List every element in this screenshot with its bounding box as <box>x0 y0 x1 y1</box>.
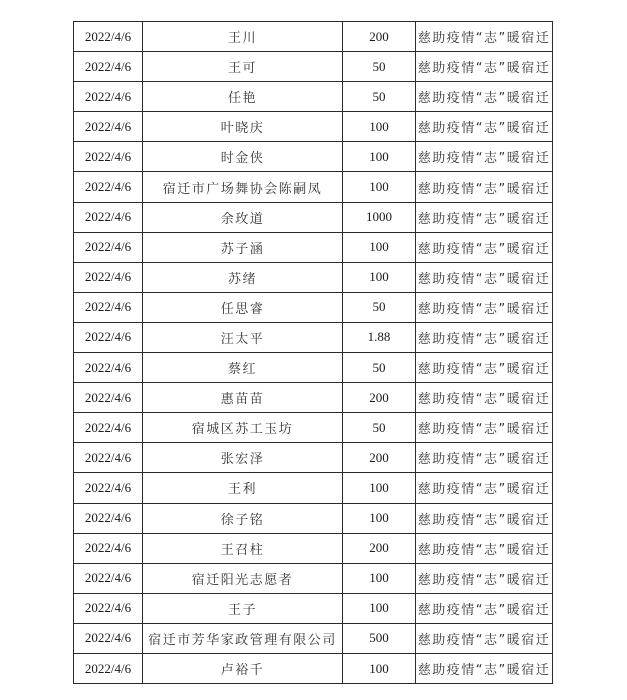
donor-name-cell: 宿迁阳光志愿者 <box>143 563 343 593</box>
donation-amount-cell: 50 <box>343 292 416 322</box>
table-row <box>74 653 553 683</box>
donation-date-cell: 2022/4/6 <box>74 383 143 413</box>
donation-purpose-cell: 慈助疫情“志”暖宿迁 <box>416 383 553 413</box>
donation-purpose-cell: 慈助疫情“志”暖宿迁 <box>416 22 553 52</box>
donor-name-cell: 宿迁市芳华家政管理有限公司 <box>143 623 343 653</box>
donation-purpose-cell: 慈助疫情“志”暖宿迁 <box>416 232 553 262</box>
donation-amount-cell: 100 <box>343 503 416 533</box>
donation-amount-cell: 50 <box>343 353 416 383</box>
donation-amount-cell: 1000 <box>343 202 416 232</box>
donation-purpose-cell: 慈助疫情“志”暖宿迁 <box>416 473 553 503</box>
donation-amount-cell: 100 <box>343 232 416 262</box>
table-row <box>74 112 553 142</box>
donor-name-cell: 苏绪 <box>143 262 343 292</box>
table-row <box>74 22 553 52</box>
donation-date-cell: 2022/4/6 <box>74 292 143 322</box>
donation-date-cell: 2022/4/6 <box>74 503 143 533</box>
table-row <box>74 82 553 112</box>
donation-purpose-cell: 慈助疫情“志”暖宿迁 <box>416 593 553 623</box>
donation-date-cell: 2022/4/6 <box>74 413 143 443</box>
donation-date-cell: 2022/4/6 <box>74 593 143 623</box>
donation-purpose-cell: 慈助疫情“志”暖宿迁 <box>416 292 553 322</box>
table-row <box>74 563 553 593</box>
donor-name-cell: 时金侠 <box>143 142 343 172</box>
donor-name-cell: 王召柱 <box>143 533 343 563</box>
donation-purpose-cell: 慈助疫情“志”暖宿迁 <box>416 443 553 473</box>
donation-amount-cell: 100 <box>343 473 416 503</box>
donation-purpose-cell: 慈助疫情“志”暖宿迁 <box>416 142 553 172</box>
donor-name-cell: 汪太平 <box>143 322 343 352</box>
table-row <box>74 322 553 352</box>
donation-date-cell: 2022/4/6 <box>74 533 143 563</box>
table-row <box>74 353 553 383</box>
donor-name-cell: 叶晓庆 <box>143 112 343 142</box>
donor-name-cell: 王可 <box>143 52 343 82</box>
donation-amount-cell: 100 <box>343 172 416 202</box>
donation-date-cell: 2022/4/6 <box>74 443 143 473</box>
donation-amount-cell: 200 <box>343 383 416 413</box>
table-row <box>74 413 553 443</box>
donation-amount-cell: 100 <box>343 593 416 623</box>
table-row <box>74 142 553 172</box>
table-row <box>74 503 553 533</box>
donation-purpose-cell: 慈助疫情“志”暖宿迁 <box>416 262 553 292</box>
donation-amount-cell: 50 <box>343 82 416 112</box>
donor-name-cell: 任艳 <box>143 82 343 112</box>
table-row <box>74 202 553 232</box>
donation-amount-cell: 200 <box>343 22 416 52</box>
donor-name-cell: 苏子涵 <box>143 232 343 262</box>
donation-date-cell: 2022/4/6 <box>74 172 143 202</box>
donation-purpose-cell: 慈助疫情“志”暖宿迁 <box>416 322 553 352</box>
donation-purpose-cell: 慈助疫情“志”暖宿迁 <box>416 653 553 683</box>
table-row <box>74 443 553 473</box>
donation-amount-cell: 200 <box>343 533 416 563</box>
donation-amount-cell: 500 <box>343 623 416 653</box>
donation-purpose-cell: 慈助疫情“志”暖宿迁 <box>416 563 553 593</box>
donation-table <box>73 21 553 684</box>
donation-date-cell: 2022/4/6 <box>74 82 143 112</box>
donation-date-cell: 2022/4/6 <box>74 623 143 653</box>
donation-date-cell: 2022/4/6 <box>74 142 143 172</box>
table-row <box>74 292 553 322</box>
donation-date-cell: 2022/4/6 <box>74 52 143 82</box>
donor-name-cell: 余玫道 <box>143 202 343 232</box>
donation-amount-cell: 100 <box>343 142 416 172</box>
donation-purpose-cell: 慈助疫情“志”暖宿迁 <box>416 52 553 82</box>
donation-amount-cell: 100 <box>343 563 416 593</box>
donor-name-cell: 卢裕千 <box>143 653 343 683</box>
donation-date-cell: 2022/4/6 <box>74 202 143 232</box>
donation-purpose-cell: 慈助疫情“志”暖宿迁 <box>416 623 553 653</box>
donation-purpose-cell: 慈助疫情“志”暖宿迁 <box>416 172 553 202</box>
donation-purpose-cell: 慈助疫情“志”暖宿迁 <box>416 533 553 563</box>
table-row <box>74 533 553 563</box>
donation-amount-cell: 50 <box>343 52 416 82</box>
table-row <box>74 232 553 262</box>
donation-date-cell: 2022/4/6 <box>74 353 143 383</box>
donor-name-cell: 王川 <box>143 22 343 52</box>
donation-table-body <box>74 22 553 684</box>
donation-amount-cell: 50 <box>343 413 416 443</box>
table-row <box>74 383 553 413</box>
donor-name-cell: 徐子铭 <box>143 503 343 533</box>
table-row <box>74 593 553 623</box>
donation-purpose-cell: 慈助疫情“志”暖宿迁 <box>416 503 553 533</box>
donation-purpose-cell: 慈助疫情“志”暖宿迁 <box>416 202 553 232</box>
donation-purpose-cell: 慈助疫情“志”暖宿迁 <box>416 413 553 443</box>
donor-name-cell: 王利 <box>143 473 343 503</box>
donation-date-cell: 2022/4/6 <box>74 473 143 503</box>
donor-name-cell: 惠苗苗 <box>143 383 343 413</box>
donation-date-cell: 2022/4/6 <box>74 22 143 52</box>
table-row <box>74 623 553 653</box>
donation-amount-cell: 100 <box>343 653 416 683</box>
donation-date-cell: 2022/4/6 <box>74 232 143 262</box>
donor-name-cell: 蔡红 <box>143 353 343 383</box>
table-row <box>74 473 553 503</box>
donation-amount-cell: 200 <box>343 443 416 473</box>
donation-purpose-cell: 慈助疫情“志”暖宿迁 <box>416 353 553 383</box>
donor-name-cell: 张宏泽 <box>143 443 343 473</box>
donor-name-cell: 宿城区苏工玉坊 <box>143 413 343 443</box>
donation-date-cell: 2022/4/6 <box>74 262 143 292</box>
donation-amount-cell: 100 <box>343 262 416 292</box>
table-row <box>74 262 553 292</box>
donation-date-cell: 2022/4/6 <box>74 653 143 683</box>
donor-name-cell: 王子 <box>143 593 343 623</box>
donation-purpose-cell: 慈助疫情“志”暖宿迁 <box>416 112 553 142</box>
donation-date-cell: 2022/4/6 <box>74 322 143 352</box>
donation-purpose-cell: 慈助疫情“志”暖宿迁 <box>416 82 553 112</box>
table-row <box>74 52 553 82</box>
table-row <box>74 172 553 202</box>
donation-date-cell: 2022/4/6 <box>74 563 143 593</box>
donation-amount-cell: 1.88 <box>343 322 416 352</box>
donor-name-cell: 宿迁市广场舞协会陈嗣凤 <box>143 172 343 202</box>
donor-name-cell: 任思睿 <box>143 292 343 322</box>
donation-date-cell: 2022/4/6 <box>74 112 143 142</box>
donation-amount-cell: 100 <box>343 112 416 142</box>
